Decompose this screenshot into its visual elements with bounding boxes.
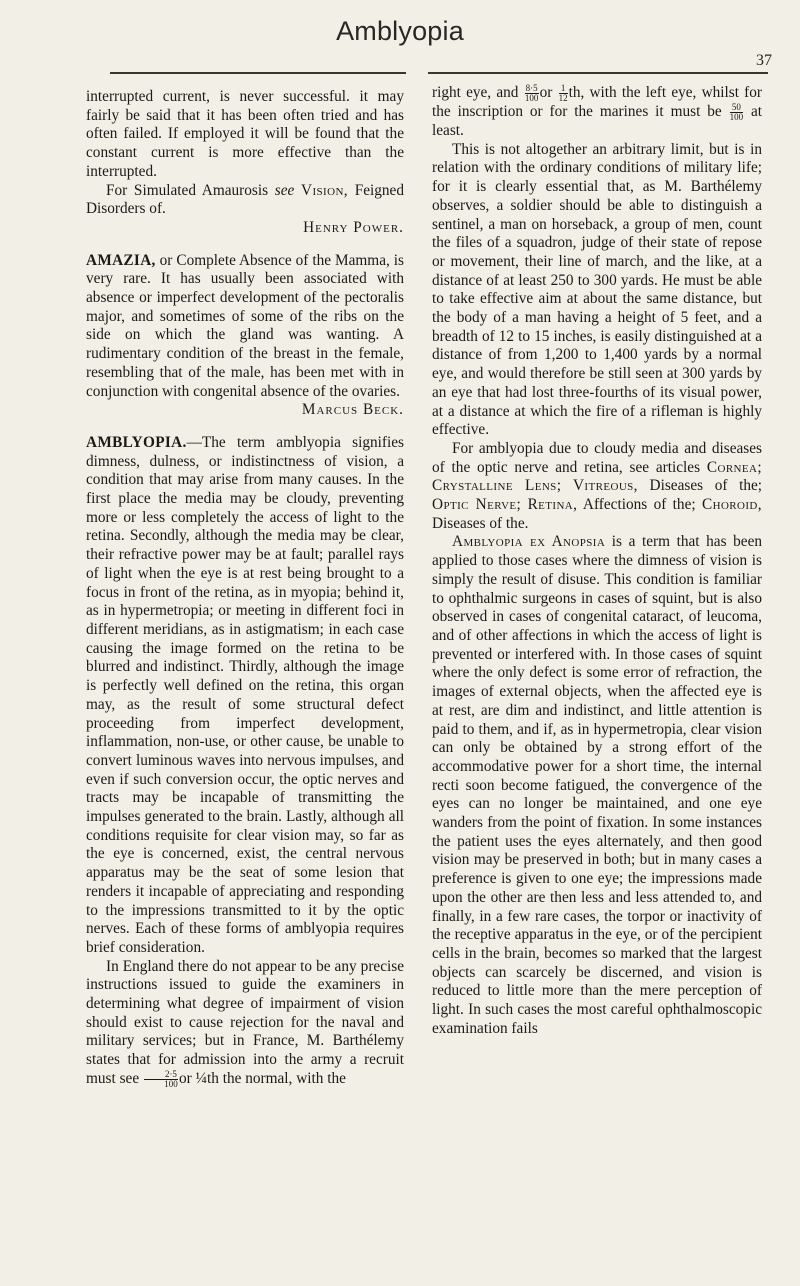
cross-reference-target: Vision, (301, 181, 349, 199)
see-word: see (274, 181, 295, 199)
cross-reference-optic-nerve: Optic Nerve; (432, 496, 522, 514)
cross-reference-retina: Retina, (527, 496, 578, 514)
author-signature: Marcus Beck. (301, 401, 404, 419)
cross-reference-choroid: Choroid, (702, 496, 763, 514)
right-column (432, 84, 762, 1038)
page-header (0, 14, 800, 69)
running-title: Amblyopia (336, 16, 464, 46)
header-rule-right (428, 72, 768, 74)
cross-reference-tail: Feigned Disorders of. (86, 181, 405, 218)
cross-reference-intro: For Simulated Amaurosis (106, 181, 269, 199)
page-number: 37 (756, 52, 772, 69)
entry-text-amblyopia: —The term amblyopia signifies dimness, dulness, or indistinctness of vision, a condition that may arise from many causes. In the first place the media may be cloudy, preventing more or less completely the access of light to the retina. Secondly, although the media may be clear, their refractive power may be at fault; parallel rays of light when the eye is at rest being brought to a focus in front of the retina, as in myopia; behind it, as in hypermetropia; or meeting in different foci in different meridians, as in astigmatism; in each case causing the image formed on the retina to be blurred and indistinct. Thirdly, although the image is perfectly well defined on the retina, this organ may, as the result of some structural defect proceeding from imperfect development, inflammation, non-use, or other cause, be unable to convert luminous waves into nervous impulses, and even if such conversion occur, the optic nerves and tracts may be incapable of transmitting the impulses generated to the brain. Lastly, although all conditions requisite for clear vision may, so far as the eye is concerned, exist, the central nervous apparatus may be the seat of some lesion that renders it incapable of appreciating and responding to the impressions transmitted to it by the optic nerves. Each of these forms of amblyopia requires brief consideration. (86, 433, 404, 956)
header-rule-left (110, 72, 406, 74)
paragraph-see-articles: For amblyopia due to cloudy media and diseases of the optic nerve and retina, see articles Cornea; Crystalline Lens; Vitreous, Diseases of the; Optic Nerve; Retina, Affections of the; Choroid, Diseases of the. (432, 439, 763, 532)
entry-amazia (86, 252, 404, 402)
entry-heading-amazia: AMAZIA, (86, 251, 156, 269)
cross-reference-cornea: Cornea; (706, 458, 763, 476)
paragraph-continuation: right eye, and $\frac{8\cdot 5}{100}$ or $\frac{1}{12}$ th, with the left eye, whilst for the inscription or for the marines it must be $\frac{50}{100}$ at least. (432, 83, 763, 139)
entry-text-amazia: or Complete Absence of the Mamma, is very rare. It has usually been associated with absence or imperfect development of the pectoralis major, and sometimes of some of the ribs on the side on which the gland was wanting. A rudimentary condition of the breast in the female, resembling that of the male, has been met with in conjunction with congenital absence of the ovaries. (86, 251, 405, 400)
paragraph-continuation: interrupted current, is never successful. it may fairly be said that it has been often tried and has often failed. If employed it will be found that the constant current is more effective than the interrupted. (86, 88, 404, 180)
left-column (86, 88, 404, 1089)
paragraph-amblyopia-ex-anopsia: Amblyopia ex Anopsia is a term that has been applied to those cases where the dimness of vision is simply the result of disuse. This condition is familiar to ophthalmic surgeons in cases of squint, but is also observed in cases of congenital cataract, of leucoma, and of other affections in which the access of light is prevented or interfered with. In those cases of squint where the only defect is some error of refraction, the images of external objects, when the affected eye is at rest, are dim and indistinct, and little attention is paid to them, and if, as in hypermetropia, clear vision can only be obtained by a strong effort of the accommodative power for a short time, the internal recti soon become fatigued, the convergence of the eyes can no longer be maintained, and one eye wanders from the point of fixation. In some instances the patient uses the eyes alternately, and then good vision may be preserved in both; but in many cases a preference is given to one eye; the impressions made upon the other are then less and less attended to, and finally, in a few rare cases, the torpor or inactivity of the receptive apparatus in the eye, or of the percipient cells in the brain, becomes so marked that the largest objects can scarcely be discerned, and vision is reduced to little more than the mere perception of light. In such cases the most careful ophthalmoscopic examination fails (432, 533, 763, 1037)
cross-reference-crystalline-lens: Crystalline Lens; (432, 477, 562, 495)
fraction: $\frac{50}{100}$ (729, 102, 744, 122)
paragraph-limit: This is not altogether an arbitrary limit, but is in relation with the ordinary conditions of military life; for it is clearly essential that, as M. Barthélemy observes, a soldier should be able to distinguish a sentinel, a man on horseback, a group of men, count the files of a squadron, judge of their state of repose or movement, their line of march, and the like, at a distance of at least 250 to 300 yards. He must be able to take effective aim at about the same distance, but the body of a man having a height of 5 feet, and a breadth of 12 to 15 inches, is easily distinguished at a distance of from 1,200 to 1,400 yards by a normal eye, and would therefore be still seen at 300 yards by an eye that had lost three-fourths of its visual power, at a distance at which the fire of a rifleman is highly effective. (432, 140, 762, 439)
fraction: $\frac{8\cdot 5}{100}$ (524, 83, 539, 103)
fraction: $\frac{2\cdot 5}{100}$ (144, 1070, 178, 1089)
fraction: $\frac{1}{12}$ (558, 83, 568, 103)
subheading-amblyopia-ex-anopsia: Amblyopia ex Anopsia (452, 533, 606, 551)
cross-reference-vitreous: Vitreous, (572, 477, 638, 495)
paragraph-england (86, 958, 404, 1089)
england-text: In England there do not appear to be any precise instructions issued to guide the examiners in determining what degree of impairment of vision should exist to cause rejection for the naval and military services; but in France, M. Barthélemy states that for admission into the army a recruit must see (86, 957, 404, 1087)
england-tail: the normal, with the (222, 1069, 346, 1087)
cross-reference-paragraph (86, 182, 404, 219)
author-signature: Henry Power. (303, 218, 404, 236)
england-or: or (178, 1069, 192, 1087)
england-quarter: ¼th (195, 1069, 219, 1087)
entry-amblyopia (86, 434, 404, 958)
entry-heading-amblyopia: AMBLYOPIA. (86, 433, 187, 451)
